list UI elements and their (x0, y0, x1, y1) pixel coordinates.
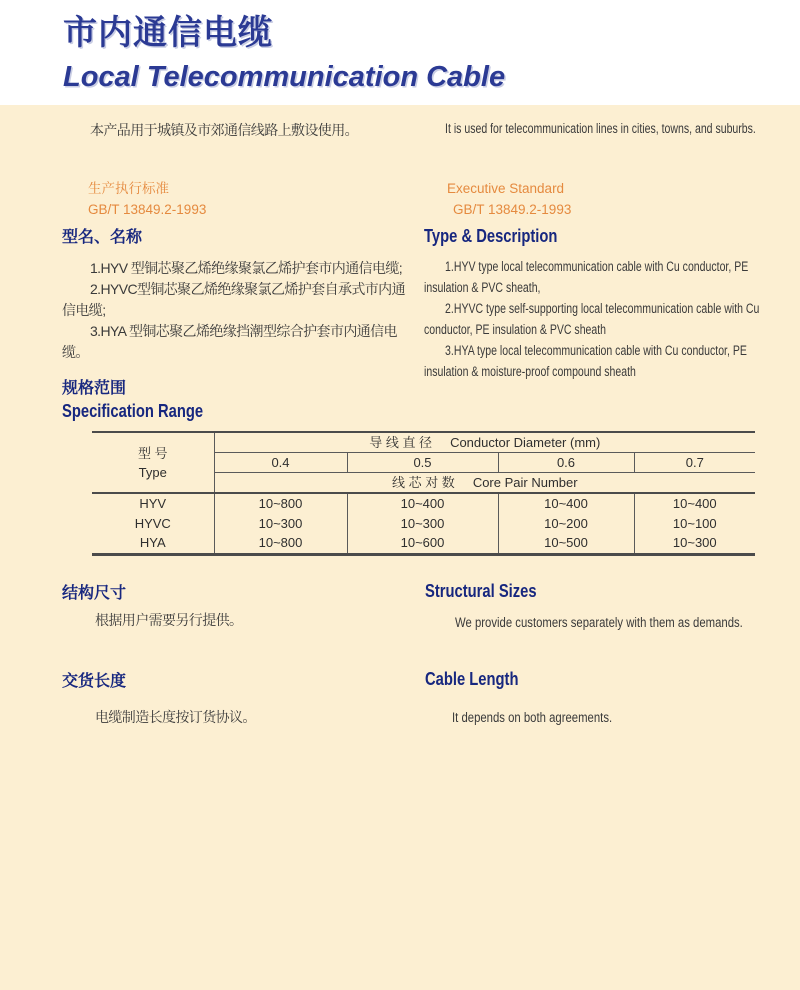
table-row (92, 514, 755, 534)
table-cell-value: 10~300 (634, 533, 755, 554)
table-header-diameter (214, 432, 755, 453)
table-cell-value: 10~300 (347, 514, 498, 534)
section-heading-spec (62, 379, 234, 422)
table-header-diameter-value: 0.7 (634, 453, 755, 473)
table-header-diameter-zh: 导 线 直 径 (369, 435, 433, 450)
table-header-pairs-en: Core Pair Number (472, 475, 578, 490)
type-items-en (424, 256, 759, 382)
table-cell-value: 10~200 (498, 514, 634, 534)
type-items-zh (62, 258, 406, 363)
length-text-en (452, 707, 643, 728)
table-header-type (92, 432, 214, 493)
section-heading-type-en: Type & Description (424, 226, 558, 246)
structural-text-en-inner: We provide customers separately with them as demands. (455, 615, 743, 630)
standard-code-en: GB/T 13849.2-1993 (453, 202, 572, 217)
type-item-en: 3.HYA type local telecommunication cable with Cu conductor, PE insulation & moisture-proof compound sheath (424, 343, 747, 379)
table-cell-value: 10~400 (347, 493, 498, 514)
table-cell-value: 10~600 (347, 533, 498, 554)
type-item-en: 1.HYV type local telecommunication cable with Cu conductor, PE insulation & PVC sheath, (424, 259, 749, 295)
intro-paragraph-en: It is used for telecommunication lines in cities, towns, and suburbs. (445, 121, 756, 136)
type-item-zh: 2.HYVC型铜芯聚乙烯绝缘聚氯乙烯护套自承式市内通信电缆; (62, 281, 405, 318)
table-header-diameter-en: Conductor Diameter (mm) (450, 435, 601, 450)
specification-table (92, 431, 755, 556)
section-heading-type-zh: 型名、名称 (62, 229, 143, 246)
type-item-zh: 3.HYA 型铜芯聚乙烯绝缘挡潮型综合护套市内通信电缆。 (62, 323, 397, 360)
page-title-en: Local Telecommunication Cable (63, 61, 506, 93)
table-header-diameter-value: 0.4 (214, 453, 347, 473)
table-cell-value: 10~800 (214, 533, 347, 554)
table-header-row-diameter (92, 432, 755, 453)
table-cell-type: HYVC (134, 515, 171, 531)
table-cell-value: 10~400 (634, 493, 755, 514)
section-heading-spec-en: Specification Range (62, 401, 204, 421)
table-cell-value: 10~400 (498, 493, 634, 514)
standard-label-en: Executive Standard (447, 181, 565, 196)
section-heading-length-en: Cable Length (425, 669, 519, 689)
section-heading-spec-zh: 规格范围 (62, 380, 127, 397)
length-text-zh: 电缆制造长度按订货协议。 (95, 709, 256, 725)
table-header-type-zh: 型 号 (137, 445, 168, 461)
table-header-pairs (214, 473, 755, 494)
type-item-en: 2.HYVC type self-supporting local telecommunication cable with Cu conductor, PE insulation & PVC sheath (424, 301, 760, 337)
section-heading-structural-zh: 结构尺寸 (62, 585, 127, 602)
section-heading-structural-en: Structural Sizes (425, 581, 537, 601)
table-row (92, 533, 755, 554)
structural-text-zh: 根据用户需要另行提供。 (95, 612, 243, 628)
standard-block-en (447, 178, 571, 220)
length-text-en-inner: It depends on both agreements. (452, 710, 613, 725)
table-cell-value: 10~800 (214, 493, 347, 514)
table-cell-value: 10~300 (214, 514, 347, 534)
table-cell-type: HYV (139, 496, 167, 511)
table-row (92, 493, 755, 514)
page-title-zh: 市内通信电缆 (63, 14, 273, 52)
table-header-pairs-zh: 线 芯 对 数 (391, 475, 455, 490)
intro-paragraph-zh: 本产品用于城镇及市郊通信线路上敷设使用。 (90, 122, 358, 138)
structural-text-en (455, 612, 798, 633)
table-header-type-en: Type (138, 464, 167, 480)
type-item-zh: 1.HYV 型铜芯聚乙烯绝缘聚氯乙烯护套市内通信电缆; (90, 260, 403, 276)
table-header-diameter-value: 0.5 (347, 453, 498, 473)
table-cell-type: HYA (139, 535, 166, 550)
standard-block-zh (88, 178, 206, 220)
table-cell-value: 10~500 (498, 533, 634, 554)
standard-label-zh: 生产执行标准 (88, 181, 169, 196)
masthead (0, 0, 800, 105)
standard-code-zh: GB/T 13849.2-1993 (88, 202, 207, 217)
section-heading-length-zh: 交货长度 (62, 673, 127, 690)
table-header-diameter-value: 0.6 (498, 453, 634, 473)
table-cell-value: 10~100 (634, 514, 755, 534)
